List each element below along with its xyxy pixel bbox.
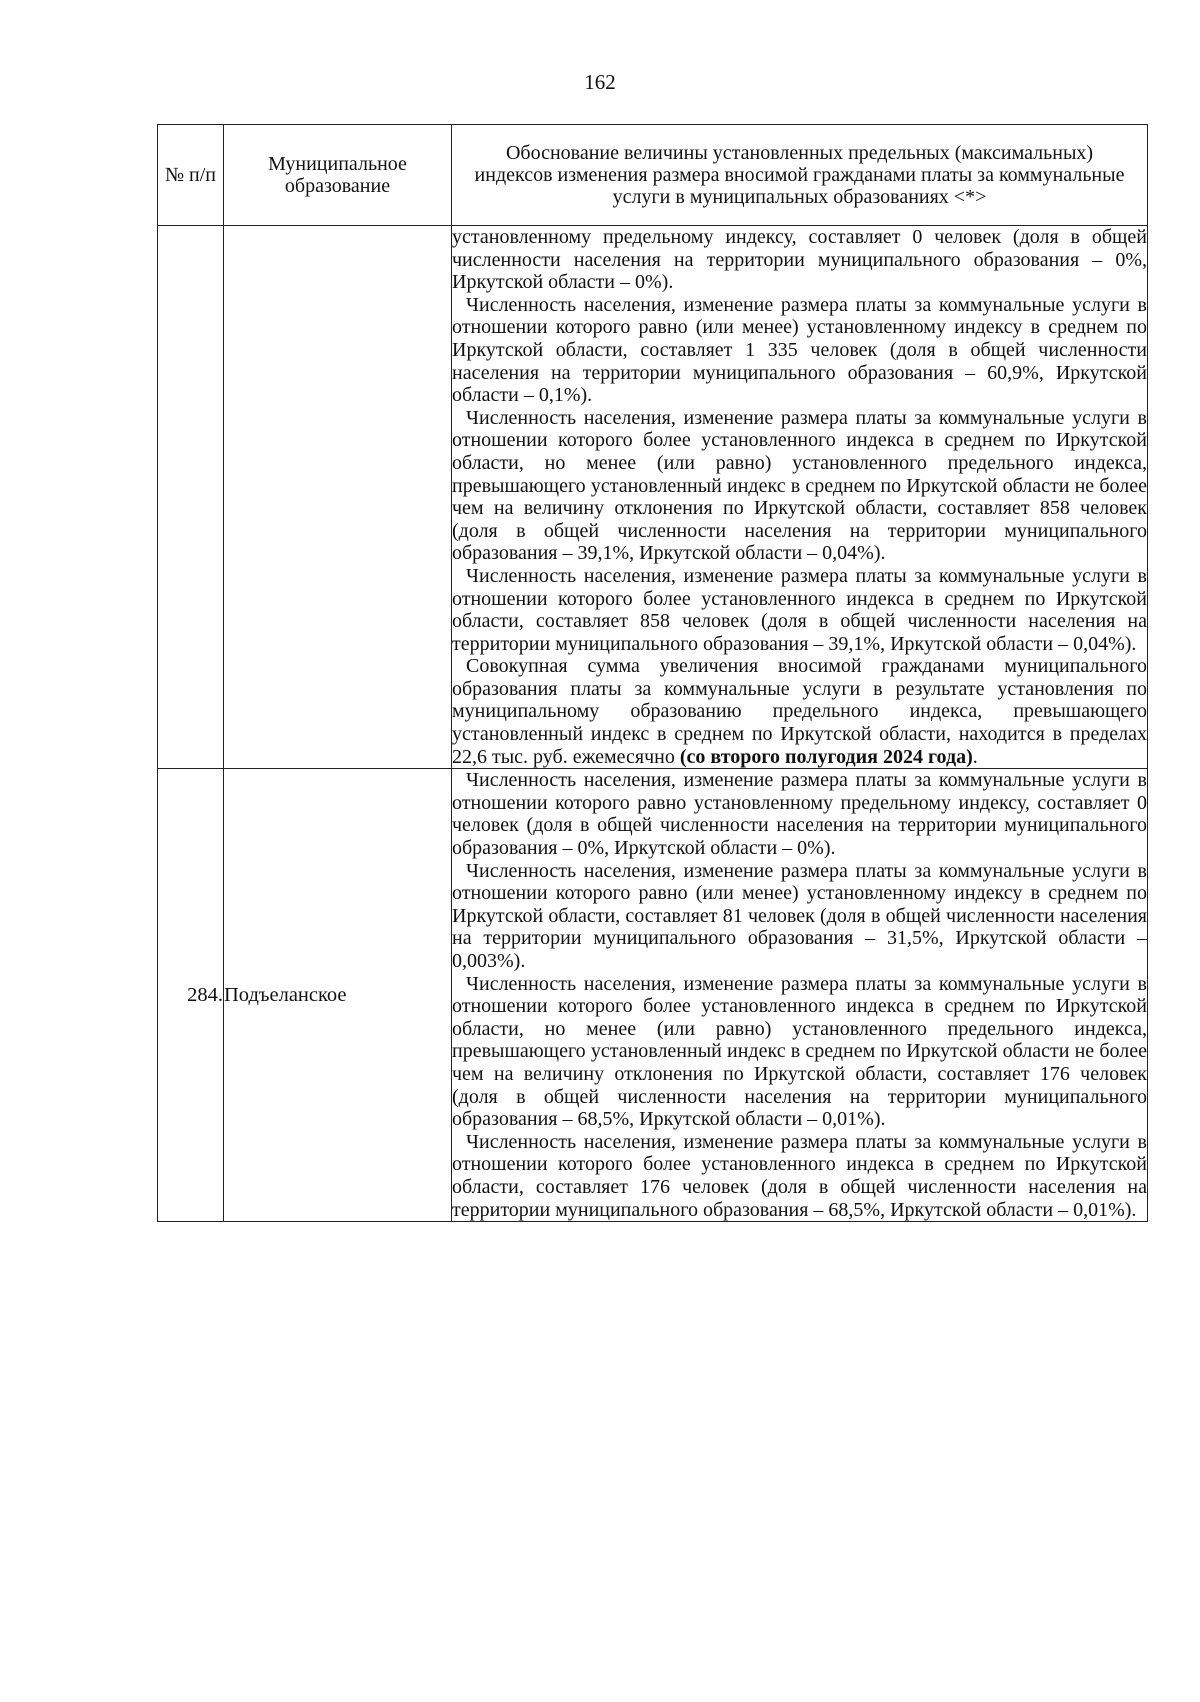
row-number: [158, 226, 224, 769]
paragraph: Численность населения, изменение размера платы за коммунальные услуги в отношении которого более установленного индекса в среднем по Иркутской области, но менее (или равно) установленного предельного индекса, превышающего установленный индекс в среднем по Иркутской области не более чем на величину отклонения по Иркутской области, составляет 176 человек (доля в общей численности населения на территории муниципального образования – 68,5%, Иркутской области – 0,01%).: [452, 972, 1147, 1131]
justification-table: [157, 124, 1148, 1222]
row-justification: [452, 769, 1148, 1222]
row-municipality: [224, 226, 452, 769]
paragraph: Численность населения, изменение размера платы за коммунальные услуги в отношении которого равно установленному предельному индексу, составляет 0 человек (доля в общей численности населения на территории муниципального образования – 0%, Иркутской области – 0%).: [452, 769, 1147, 860]
paragraph: Численность населения, изменение размера платы за коммунальные услуги в отношении которого более установленного индекса в среднем по Иркутской области, но менее (или равно) установленного предельного индекса, превышающего установленный индекс в среднем по Иркутской области не более чем на величину отклонения по Иркутской области, составляет 858 человек (доля в общей численности населения на территории муниципального образования – 39,1%, Иркутской области – 0,04%).: [452, 406, 1147, 565]
table-row: [158, 226, 1148, 769]
page-number: 162: [584, 70, 616, 94]
paragraph-text: Совокупная сумма увеличения вносимой гражданами муниципального образования платы за коммунальные услуги в результате установления по муниципальному образованию предельного индекса, превышающего установленный индекс в среднем по Иркутской области, находится в пределах 22,6 тыс. руб. ежемесячно: [452, 655, 1147, 768]
table-header-row: [158, 125, 1148, 226]
table-row: [158, 769, 1148, 1222]
paragraph: Численность населения, изменение размера платы за коммунальные услуги в отношении которого равно (или менее) установленному индексу в среднем по Иркутской области, составляет 1 335 человек (доля в общей численности населения на территории муниципального образования – 60,9%, Иркутской области – 0,1%).: [452, 293, 1147, 407]
header-municipality: Муниципальное образование: [224, 125, 452, 226]
row-number: 284.: [158, 769, 224, 1222]
period-note: (со второго полугодия 2024 года): [679, 745, 973, 768]
period-end: .: [972, 745, 978, 768]
paragraph: Численность населения, изменение размера платы за коммунальные услуги в отношении которого более установленного индекса в среднем по Иркутской области, составляет 858 человек (доля в общей численности населения на территории муниципального образования – 39,1%, Иркутской области – 0,04%).: [452, 564, 1147, 655]
row-municipality: Подъеланское: [224, 769, 452, 1222]
paragraph-summary: [452, 655, 1147, 768]
row-justification: [452, 226, 1148, 769]
paragraph: Численность населения, изменение размера платы за коммунальные услуги в отношении которого равно (или менее) установленному индексу в среднем по Иркутской области, составляет 81 человек (доля в общей численности населения на территории муниципального образования – 31,5%, Иркутской области – 0,003%).: [452, 859, 1147, 972]
header-justification: Обоснование величины установленных предельных (максимальных) индексов изменения размера вносимой гражданами платы за коммунальные услуги в муниципальных образованиях <*>: [452, 125, 1148, 226]
paragraph: Численность населения, изменение размера платы за коммунальные услуги в отношении которого более установленного индекса в среднем по Иркутской области, составляет 176 человек (доля в общей численности населения на территории муниципального образования – 68,5%, Иркутской области – 0,01%).: [452, 1130, 1147, 1221]
paragraph: установленному предельному индексу, составляет 0 человек (доля в общей численности населения на территории муниципального образования – 0%, Иркутской области – 0%).: [452, 226, 1147, 294]
header-number: № п/п: [158, 125, 224, 226]
